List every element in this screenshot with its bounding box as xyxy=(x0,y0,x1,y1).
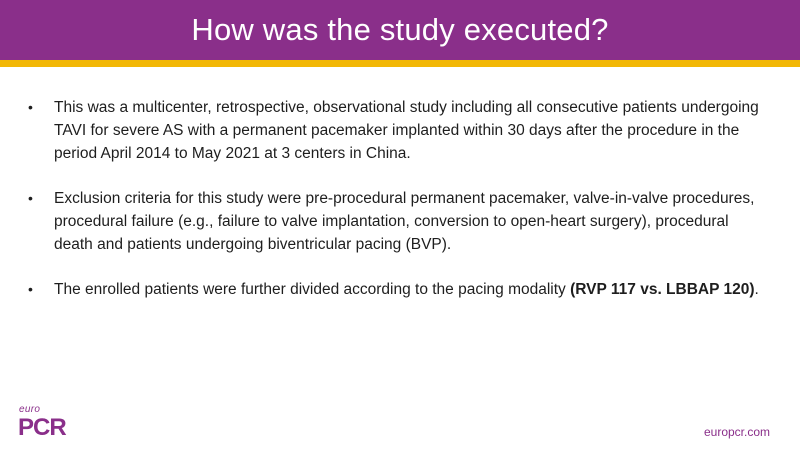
logo-pcr-text: PCR xyxy=(18,414,66,441)
website-link[interactable]: europcr.com xyxy=(703,425,770,439)
bullet-item xyxy=(28,187,768,256)
bullet-text: Exclusion criteria for this study were pre-procedural permanent pacemaker, valve-in-valve procedures, procedural failure (e.g., failure to valve implantation, conversion to open-heart surgery), procedural death and patients undergoing biventricular pacing (BVP). xyxy=(54,190,755,253)
bullet-list xyxy=(28,96,768,323)
bullet-text-end: . xyxy=(754,281,759,298)
bullet-dot-icon: • xyxy=(28,281,33,297)
europcr-logo xyxy=(18,404,66,442)
slide-title: How was the study executed? xyxy=(191,12,609,47)
bullet-bold-text: (RVP 117 vs. LBBAP 120) xyxy=(570,281,755,298)
bullet-item xyxy=(28,278,768,301)
bullet-dot-icon: • xyxy=(28,190,33,206)
title-bar xyxy=(0,0,800,60)
bullet-text: This was a multicenter, retrospective, observational study including all consecutive patients undergoing TAVI for severe AS with a permanent pacemaker implanted within 30 days after the procedure in the period April 2014 to May 2021 at 3 centers in China. xyxy=(54,99,759,162)
bullet-text: The enrolled patients were further divided according to the pacing modality xyxy=(54,281,571,298)
accent-bar xyxy=(0,60,800,67)
bullet-dot-icon: • xyxy=(28,99,33,115)
bullet-item xyxy=(28,96,768,165)
logo-euro-text: euro xyxy=(19,404,41,415)
